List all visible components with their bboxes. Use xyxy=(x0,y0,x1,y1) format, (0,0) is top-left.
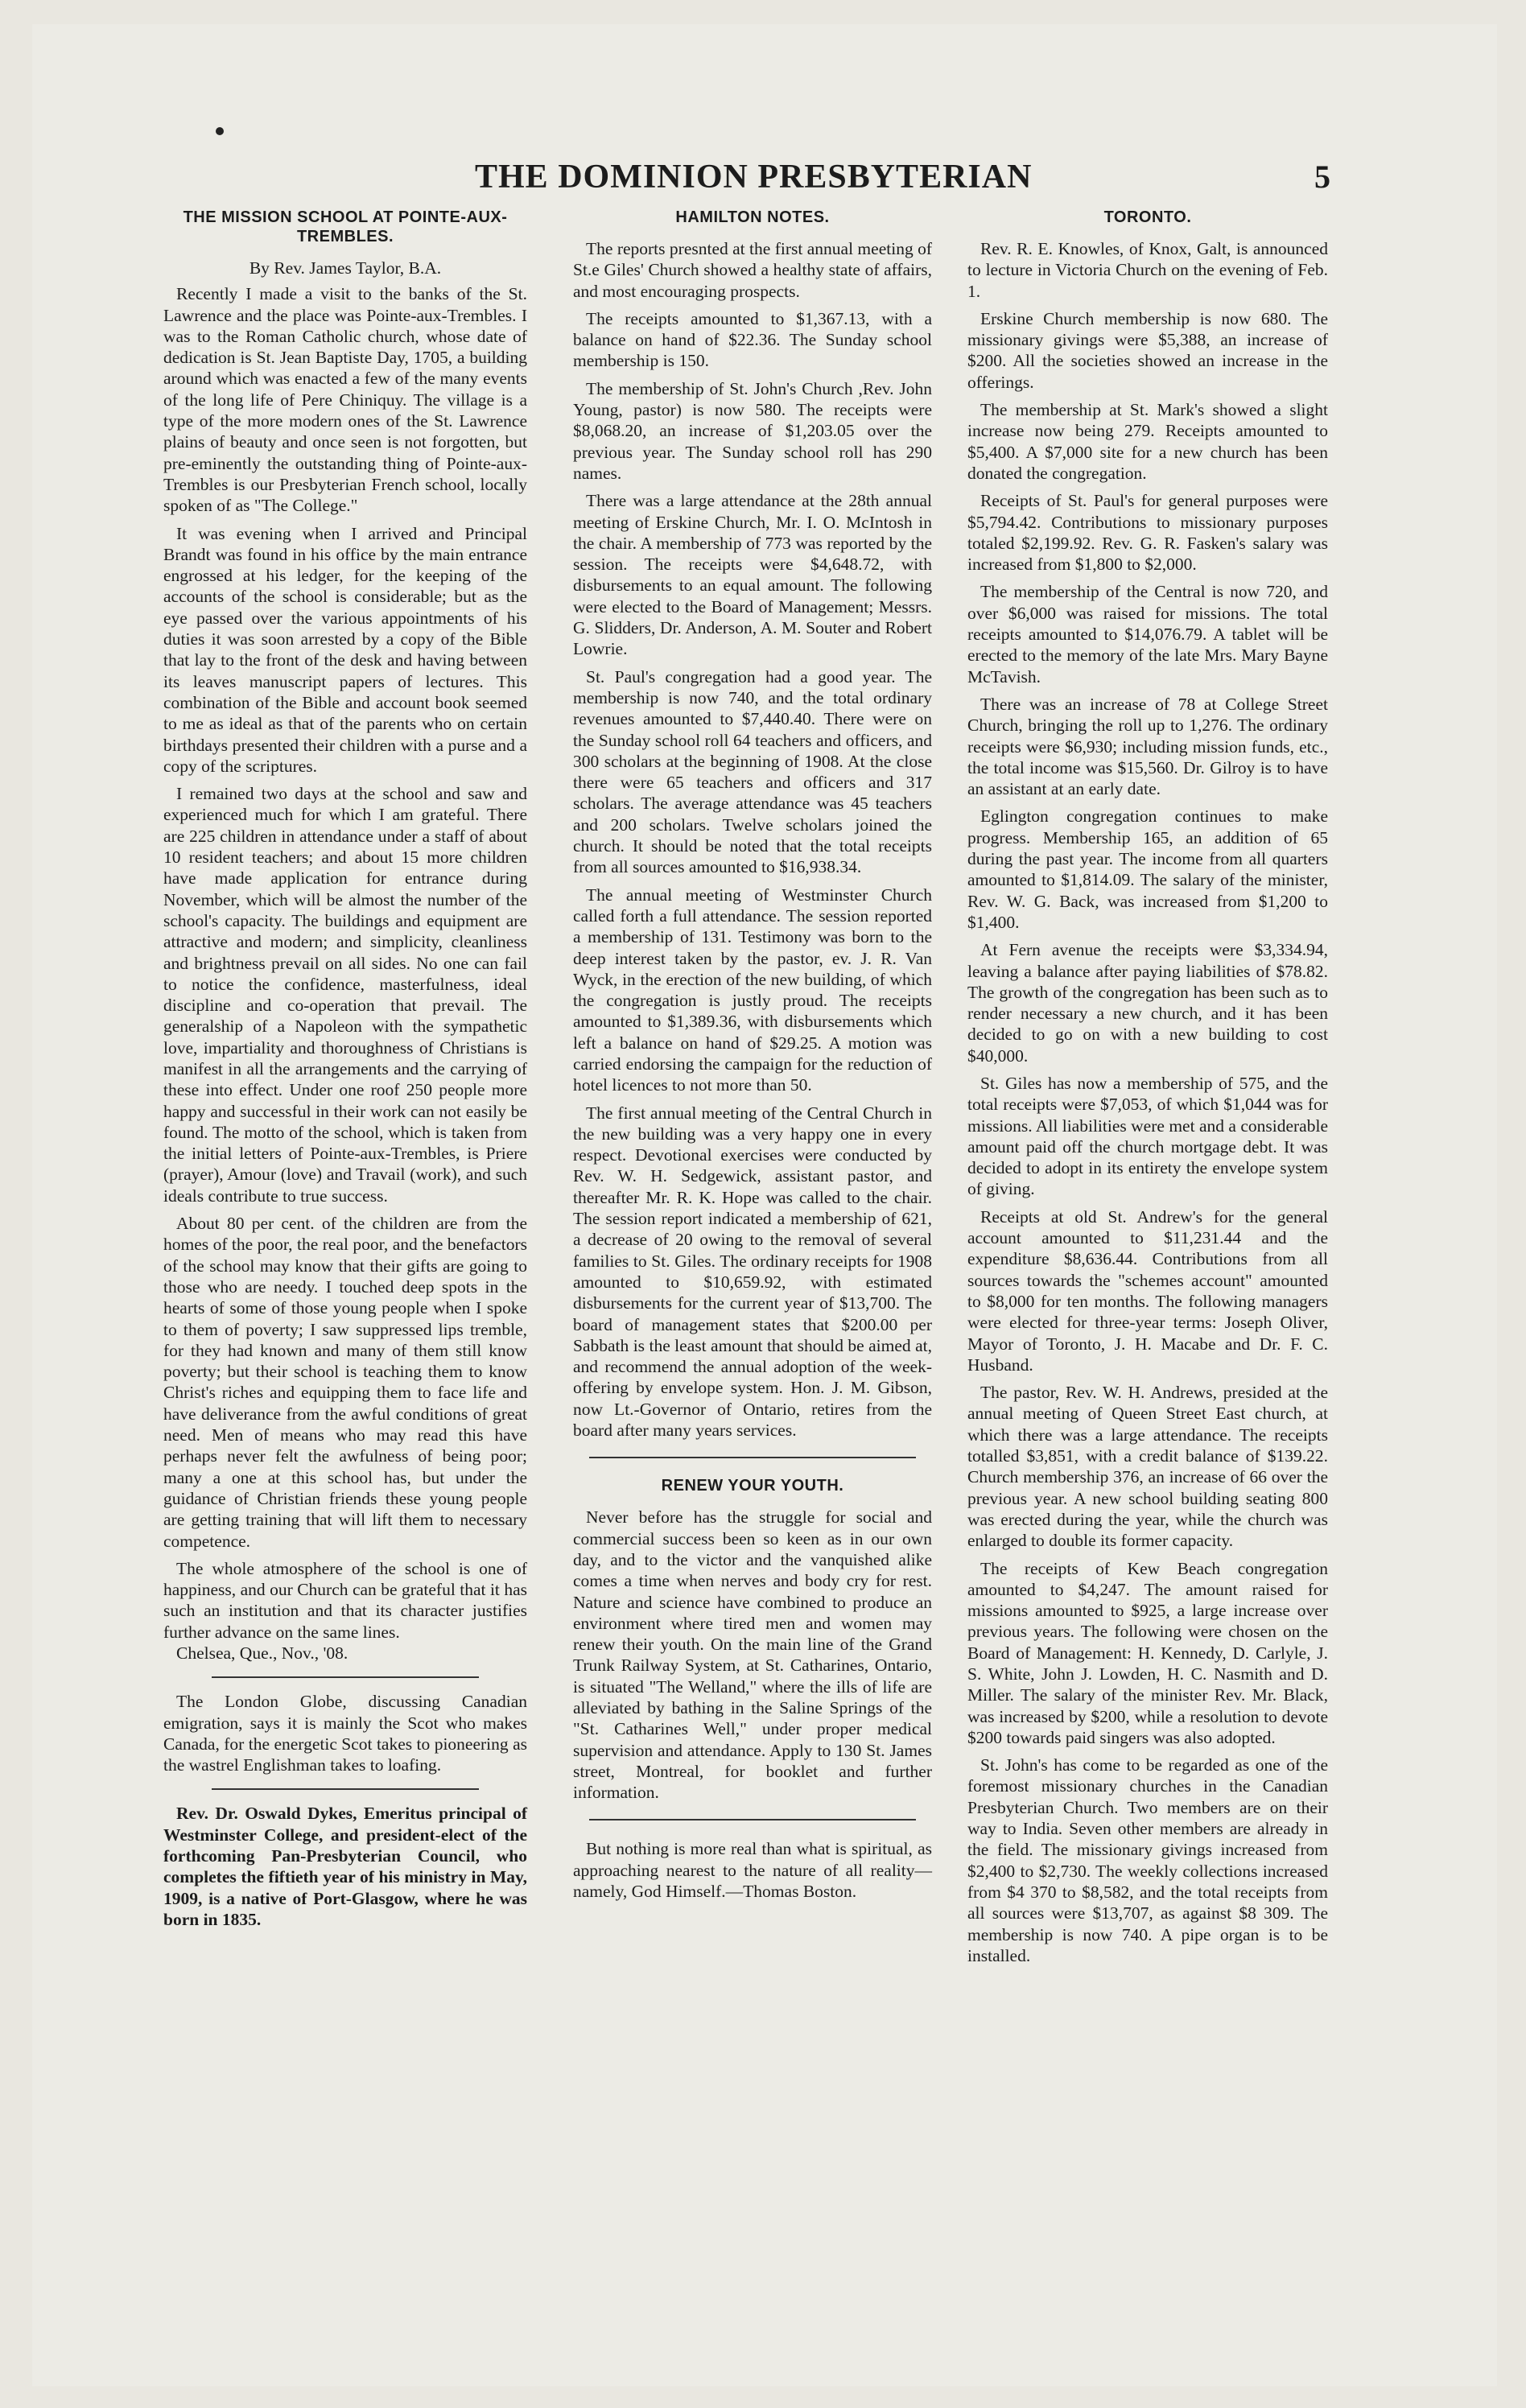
article-paragraph: St. Paul's congregation had a good year. The membership is now 740, and the total ordinary revenues amounted to $7,440.40. There were on the Sunday school roll 64 teachers and officers, and 300 scholars at the beginning of 1908. At the close there were 65 teachers and officers and 317 scholars. The average attendance was 45 teachers and 200 scholars. Twelve scholars joined the church. It should be noted that the total receipts from all sources amounted to $16,938.34. xyxy=(573,666,932,877)
article-paragraph: Erskine Church membership is now 680. The missionary givings were $5,388, an increase of $200. All the societies showed an increase in the offerings. xyxy=(967,308,1328,392)
article-paragraph: St. John's has come to be regarded as one of the foremost missionary churches in the Canadian Presbyterian Church. Two members are on their way to India. Seven other members are already in the field. The missionary givings increased from $2,400 to $2,730. The weekly collections increased from $4 370 to $8,582, and the total receipts from all sources were $13,707, as against $8 309. The membership is now 740. A pipe organ is to be installed. xyxy=(967,1755,1328,1965)
article-paragraph: I remained two days at the school and saw and experienced much for which I am grateful. There are 225 children in attendance under a staff of about 10 resident teachers; and about 15 more children have made application for entrance during November, which will be almost the number of the school's capacity. The buildings and equipment are attractive and modern; and simplicity, cleanliness and brightness prevail on all sides. No one can fail to notice the confidence, masterfulness, ideal discipline and co-operation that prevail. The generalship of a Napoleon with the sympathetic love, impartiality and thoroughness of Christians is manifest in all the arrangements and the carrying of these into effect. Under one roof 250 people more happy and successful in their work can not easily be found. The motto of the school, which is taken from the initial letters of Pointe-aux-Trembles, is Priere (prayer), Amour (love) and Travail (work), and such ideals contribute to true success. xyxy=(163,784,527,1206)
article-paragraph: At Fern avenue the receipts were $3,334.94, leaving a balance after paying liabilities of $78.82. The growth of the congregation has been such as to render necessary a new church, and it has been decided to go on with a new building to cost $40,000. xyxy=(967,940,1328,1066)
article-paragraph: Receipts at old St. Andrew's for the general account amounted to $11,231.44 and the expenditure $8,636.44. Contributions from all sources towards the "schemes account" amounted to $8,000 for ten months. The following managers were elected for three-year terms: Joseph Oliver, Mayor of Toronto, J. H. Macabe and Dr. F. C. Husband. xyxy=(967,1206,1328,1375)
article-paragraph: Recently I made a visit to the banks of the St. Lawrence and the place was Pointe-aux-Trembles. I was to the Roman Catholic church, whose date of dedication is St. Jean Baptiste Day, 1705, a building around which was enacted a few of the many events of the long life of Pere Chiniquy. The village is a type of the more modern ones of the St. Lawrence plains of beauty and once seen is not forgotten, but pre-eminently the outstanding thing of Pointe-aux-Trembles is our Presbyterian French school, locally spoken of as "The College." xyxy=(163,284,527,516)
article-heading-hamilton-notes: HAMILTON NOTES. xyxy=(675,208,830,226)
quotation-paragraph: But nothing is more real than what is spiritual, as approaching nearest to the nature of all reality—namely, God Himself.—Thomas Boston. xyxy=(573,1839,932,1902)
article-paragraph: The first annual meeting of the Central Church in the new building was a very happy one in every respect. Devotional exercises were conducted by Rev. W. H. Sedgewick, assistant pastor, and thereafter Mr. R. K. Hope was called to the chair. The session report indicated a membership of 621, a decrease of 20 owing to the removal of several families to St. Giles. The ordinary receipts for 1908 amounted to $10,659.92, with estimated disbursements for the current year of $13,700. The board of management states that $200.00 per Sabbath is the least amount that should be aimed at, and recommend the annual adoption of the week-offering by envelope system. Hon. J. M. Gibson, now Lt.-Governor of Ontario, retires from the board after many years services. xyxy=(573,1103,932,1441)
article-paragraph: The annual meeting of Westminster Church called forth a full attendance. The session reported a membership of 131. Testimony was born to the deep interest taken by the pastor, ev. J. R. Van Wyck, in the erection of the new building, of which the congregation is justly proud. The receipts amounted to $1,389.36, with disbursements which left a balance on hand of $29.25. A motion was carried endorsing the campaign for the reduction of hotel licences to not more than 50. xyxy=(573,884,932,1095)
article-paragraph: The reports presnted at the first annual meeting of St.e Giles' Church showed a healthy state of affairs, and most encouraging prospects. xyxy=(573,239,932,301)
article-paragraph: The membership of St. John's Church ,Rev. John Young, pastor) is now 580. The receipts were $8,068.20, an increase of $1,203.05 over the previous year. The Sunday school roll has 290 names. xyxy=(573,378,932,483)
article-paragraph: The whole atmosphere of the school is one of happiness, and our Church can be grateful that it has such an institution and that its character justifies further advance on the same lines. xyxy=(163,1558,527,1642)
article-paragraph: The receipts of Kew Beach congregation amounted to $4,247. The amount raised for missions amounted to $925, a large increase over previous years. The following were chosen on the Board of Management: H. Kennedy, D. Carlyle, J. S. White, John J. Lowden, H. C. Nasmith and D. Miller. The salary of the minister Rev. Mr. Black, was increased by $200, while a resolution to devote $200 towards paid singers was also adopted. xyxy=(967,1558,1328,1747)
column-toronto xyxy=(967,208,1328,1973)
article-paragraph: The pastor, Rev. W. H. Andrews, presided at the annual meeting of Queen Street East church, at which there was a large attendance. The receipts totalled $3,851, with a credit balance of $139.22. Church membership 376, an increase of 66 over the previous year. A new school building seating 800 was erected during the year, while the church was enlarged to double its former capacity. xyxy=(967,1383,1328,1551)
article-dateline: Chelsea, Que., Nov., '08. xyxy=(176,1643,349,1663)
article-paragraph: Eglington congregation continues to make progress. Membership 165, an addition of 65 during the past year. The income from all quarters amounted to $1,814.09. The salary of the minister, Rev. W. G. Back, was increased from $1,200 to $1,400. xyxy=(967,806,1328,932)
article-paragraph: There was an increase of 78 at College Street Church, bringing the roll up to 1,276. The ordinary receipts were $6,930; including mission funds, etc., the total income was $15,560. Dr. Gilroy is to have an assistant at an early date. xyxy=(967,694,1328,799)
article-paragraph: About 80 per cent. of the children are from the homes of the poor, the real poor, and the benefactors of the school may know that their gifts are going to those who are needy. I touched deep spots in the hearts of some of those young people when I spoke to them of poverty; I saw suppressed lips tremble, for they had known and many of them still know poverty; but their school is teaching them to know Christ's riches and equipping them to face life and have deliverance from the awful conditions of great need. Men of means who may read this have perhaps never felt the awfulness of being poor; many a one at this school has, but under the guidance of Christian friends these young people are getting training that will lift them to necessary competence. xyxy=(163,1214,527,1551)
article-heading-mission-school: THE MISSION SCHOOL AT POINTE-AUX-TREMBLES. xyxy=(183,208,508,245)
running-title: THE DOMINION PRESBYTERIAN xyxy=(475,159,1033,196)
divider-rule xyxy=(589,1457,916,1458)
divider-rule xyxy=(212,1676,479,1678)
page-number: 5 xyxy=(1314,159,1330,195)
article-paragraph: The membership of the Central is now 720, and over $6,000 was raised for missions. The total receipts amounted to $14,076.79. A tablet will be erected to the memory of the late Mrs. Mary Bayne McTavish. xyxy=(967,582,1328,687)
column-mission-school xyxy=(163,208,527,1936)
article-paragraph: The membership at St. Mark's showed a slight increase now being 279. Receipts amounted to $5,400. A $7,000 site for a new church has been donated the congregation. xyxy=(967,400,1328,483)
article-paragraph: The receipts amounted to $1,367.13, with a balance on hand of $22.36. The Sunday school membership is 150. xyxy=(573,308,932,371)
article-paragraph: St. Giles has now a membership of 575, and the total receipts were $7,053, of which $1,044 was for missions. All liabilities were met and a considerable amount paid off the church mortgage debt. It was decided to adopt in its entirety the envelope system of giving. xyxy=(967,1073,1328,1199)
divider-rule xyxy=(212,1788,479,1790)
advertisement-paragraph: Never before has the struggle for social and commercial success been so keen as in our own day, and to the victor and the vanquished alike comes a time when nerves and body cry for rest. Nature and science have combined to produce an environment where tired men and women may renew their youth. On the main line of the Grand Trunk Railway System, at St. Catharines, Ontario, is situated "The Welland," where the ills of life are alleviated by bathing in the Saline Springs of the "St. Catharines Well," under proper medical supervision and attendance. Apply to 130 St. James street, Montreal, for booklet and further information. xyxy=(573,1507,932,1803)
article-heading-toronto: TORONTO. xyxy=(1103,208,1192,226)
article-byline: By Rev. James Taylor, B.A. xyxy=(249,258,442,278)
article-heading-renew-your-youth: RENEW YOUR YOUTH. xyxy=(661,1477,844,1495)
column-hamilton-notes xyxy=(573,208,932,1908)
article-paragraph: There was a large attendance at the 28th annual meeting of Erskine Church, Mr. I. O. McIntosh in the chair. A membership of 773 was reported by the session. The receipts were $4,648.72, with disbursements to an equal amount. The following were elected to the Board of Management; Messrs. G. Slidders, Dr. Anderson, A. M. Souter and Robert Lowrie. xyxy=(573,491,932,659)
article-paragraph: It was evening when I arrived and Principal Brandt was found in his office by the main entrance engrossed at his ledger, for the keeping of the accounts of the school is considerable; but as the eye passed over the various appointments of his duties it was soon arrested by a copy of the Bible that lay to the front of the desk and having between its leaves manuscript papers of lectures. This combination of the Bible and account book seemed to me as ideal as that of the parents who on certain birthdays presented their children with a purse and a copy of the scriptures. xyxy=(163,523,527,776)
divider-rule xyxy=(589,1819,916,1820)
news-note-oswald-dykes: Rev. Dr. Oswald Dykes, Emeritus principal of Westminster College, and president-elect of the forthcoming Pan-Presbyterian Council, who completes the fiftieth year of his ministry in May, 1909, is a native of Port-Glasgow, where he was born in 1835. xyxy=(163,1804,527,1929)
article-paragraph: Rev. R. E. Knowles, of Knox, Galt, is announced to lecture in Victoria Church on the evening of Feb. 1. xyxy=(967,239,1328,301)
article-paragraph: Receipts of St. Paul's for general purposes were $5,794.42. Contributions to missionary purposes totaled $2,199.92. Rev. G. R. Fasken's salary was increased from $1,800 to $2,000. xyxy=(967,491,1328,575)
ink-dot xyxy=(216,127,224,135)
news-note-london-globe: The London Globe, discussing Canadian emigration, says it is mainly the Scot who makes Canada, for the energetic Scot takes to pioneering as the wastrel Englishman takes to loafing. xyxy=(163,1692,527,1775)
